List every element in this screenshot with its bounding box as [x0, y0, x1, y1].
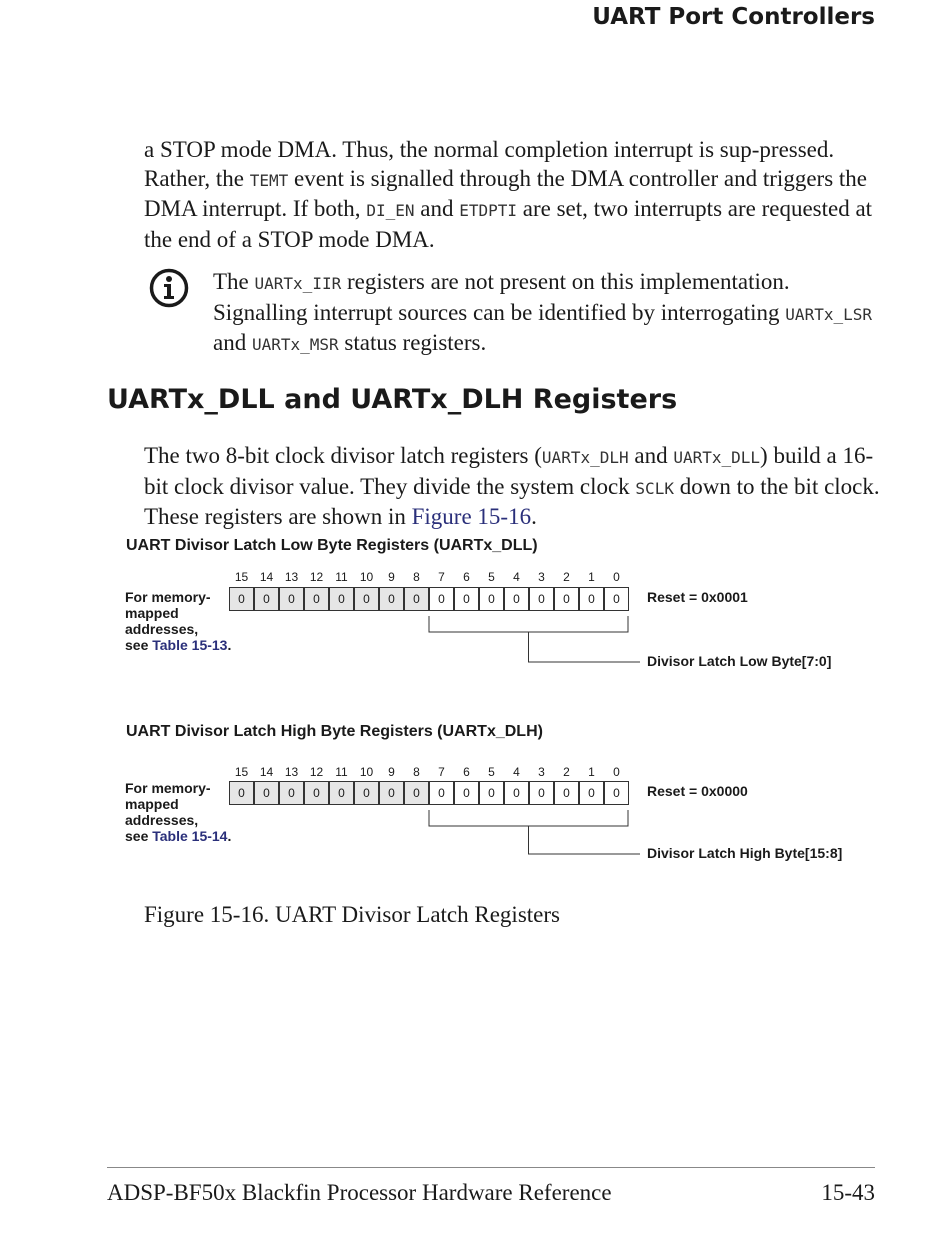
bit-cell: 0	[379, 781, 404, 805]
bit-number: 5	[488, 570, 495, 584]
bit-number: 4	[513, 570, 520, 584]
paragraph-divisor	[144, 442, 884, 532]
bit-cell: 0	[554, 781, 579, 805]
bit-cell: 0	[454, 781, 479, 805]
table-link[interactable]: Table 15-14	[152, 828, 228, 844]
para1-text-2: event is signalled through the DMA controller and triggers the DMA interrupt. If both,	[144, 165, 867, 222]
field-label: Divisor Latch Low Byte[7:0]	[647, 653, 832, 669]
bit-cell: 0	[504, 587, 529, 611]
register-title: UART Divisor Latch High Byte Registers (UARTx_DLH)	[126, 723, 543, 740]
footer-page-number: 15-43	[821, 1180, 875, 1205]
note-text-1: The	[213, 269, 255, 294]
bit-number: 10	[359, 570, 374, 584]
bit-cell: 0	[254, 781, 279, 805]
bit-number: 3	[538, 570, 545, 584]
bit-cell: 0	[279, 587, 304, 611]
code-etdpti: ETDPTI	[459, 201, 517, 221]
info-icon	[149, 268, 189, 308]
para1-text-1: a STOP mode DMA. Thus, the normal completion interrupt is sup-pressed. Rather, the	[144, 137, 835, 191]
bit-number: 6	[463, 570, 470, 584]
bit-number: 0	[613, 765, 620, 779]
bit-cell: 0	[554, 587, 579, 611]
bit-cell: 0	[304, 781, 329, 805]
bit-number: 11	[335, 570, 348, 584]
bit-number: 8	[413, 570, 420, 584]
bit-cell: 0	[479, 587, 504, 611]
bit-number: 13	[284, 765, 299, 779]
bit-cell: 0	[354, 587, 379, 611]
note-text	[213, 268, 873, 360]
memory-map-note	[125, 589, 235, 653]
note-see: see	[125, 637, 153, 653]
bit-cell: 0	[404, 781, 429, 805]
code-uartx-lsr: UARTx_LSR	[785, 304, 872, 324]
footer-divider	[107, 1167, 875, 1168]
bit-number: 1	[588, 570, 595, 584]
bit-number: 10	[359, 765, 374, 779]
bit-number: 11	[335, 765, 348, 779]
note-see: see	[125, 828, 153, 844]
bit-number: 15	[234, 765, 249, 779]
para2-text-3: ) build a 16-bit clock divisor value. They divide the system clock	[144, 443, 874, 499]
register-title: UART Divisor Latch Low Byte Registers (UARTx_DLL)	[126, 537, 538, 554]
bit-number: 12	[309, 765, 324, 779]
bit-cell: 0	[529, 587, 554, 611]
code-sclk: SCLK	[635, 478, 674, 498]
bit-number: 4	[513, 765, 520, 779]
code-uartx-dlh: UARTx_DLH	[541, 448, 629, 467]
bit-number: 6	[463, 765, 470, 779]
field-label: Divisor Latch High Byte[15:8]	[647, 845, 843, 861]
bit-number: 15	[234, 570, 249, 584]
note-line-1: For memory-	[125, 589, 211, 605]
bit-cell: 0	[429, 781, 454, 805]
bit-number: 2	[563, 570, 570, 584]
para2-text-4: down to the bit clock. These registers are shown in	[144, 473, 880, 530]
bit-cell: 0	[329, 781, 354, 805]
para2-text-5: .	[531, 504, 537, 530]
bracket-line	[429, 810, 640, 854]
bit-number: 7	[438, 765, 445, 779]
note-text-2: registers are not present on this implementation. Signalling interrupt sources can be identified by interrogating	[213, 269, 790, 325]
para2-text-1: The two 8-bit clock divisor latch registers (	[144, 443, 542, 468]
para2-text-2: and	[628, 443, 674, 468]
section-heading: UARTx_DLL and UARTx_DLH Registers	[107, 384, 678, 415]
bit-cell: 0	[579, 781, 604, 805]
bit-cell: 0	[329, 587, 354, 611]
bit-cell: 0	[304, 587, 329, 611]
bit-number: 2	[563, 765, 570, 779]
note-text-3: and	[213, 330, 252, 356]
bit-cell: 0	[579, 587, 604, 611]
bit-number: 9	[388, 765, 395, 779]
bit-number: 9	[388, 570, 395, 584]
bit-cell: 0	[379, 587, 404, 611]
bit-cell: 0	[604, 781, 629, 805]
note-end: .	[227, 637, 232, 653]
code-uartx-dll: UARTx_DLL	[673, 448, 761, 467]
bit-number: 7	[438, 570, 445, 584]
table-link[interactable]: Table 15-13	[152, 637, 228, 653]
note-line-3: addresses,	[125, 812, 199, 828]
bit-cell: 0	[479, 781, 504, 805]
bit-cell: 0	[429, 587, 454, 611]
page-header-title: UART Port Controllers	[592, 4, 875, 30]
bit-cell: 0	[354, 781, 379, 805]
reset-value: Reset = 0x0000	[647, 783, 748, 799]
bit-cell: 0	[504, 781, 529, 805]
code-uartx-iir: UARTx_IIR	[254, 274, 342, 293]
bit-number: 14	[259, 570, 274, 584]
bit-number: 0	[613, 570, 620, 584]
note-end: .	[227, 828, 232, 844]
bit-cell: 0	[529, 781, 554, 805]
para1-text-4: are set, two interrupts are requested at the end of a STOP mode DMA.	[144, 196, 873, 252]
note-line-3: addresses,	[125, 621, 199, 637]
code-uartx-msr: UARTx_MSR	[251, 335, 339, 355]
bracket-line	[429, 616, 640, 662]
note-line-2: mapped	[125, 796, 179, 812]
bit-cell: 0	[454, 587, 479, 611]
bit-cell: 0	[604, 587, 629, 611]
para1-text-3: and	[414, 196, 460, 222]
figure-caption: Figure 15-16. UART Divisor Latch Registers	[144, 902, 560, 927]
paragraph-dma-stop	[144, 136, 884, 254]
bit-cell: 0	[279, 781, 304, 805]
figure-link[interactable]: Figure 15-16	[411, 504, 532, 530]
bit-number: 3	[538, 765, 545, 779]
bit-cell: 0	[254, 587, 279, 611]
note-line-1: For memory-	[125, 780, 211, 796]
note-text-4: status registers.	[338, 330, 487, 356]
bit-number: 14	[259, 765, 274, 779]
bit-cell: 0	[229, 781, 254, 805]
bit-number: 12	[309, 570, 324, 584]
bit-number: 13	[284, 570, 299, 584]
code-temt: TEMT	[249, 170, 289, 190]
bit-cell: 0	[404, 587, 429, 611]
memory-map-note	[125, 780, 235, 844]
code-di-en: DI_EN	[366, 201, 415, 221]
reset-value: Reset = 0x0001	[647, 589, 748, 605]
bit-number: 5	[488, 765, 495, 779]
bit-cell: 0	[229, 587, 254, 611]
note-line-2: mapped	[125, 605, 179, 621]
footer-book-title: ADSP-BF50x Blackfin Processor Hardware Reference	[107, 1180, 612, 1205]
bit-number: 8	[413, 765, 420, 779]
bit-number: 1	[588, 765, 595, 779]
